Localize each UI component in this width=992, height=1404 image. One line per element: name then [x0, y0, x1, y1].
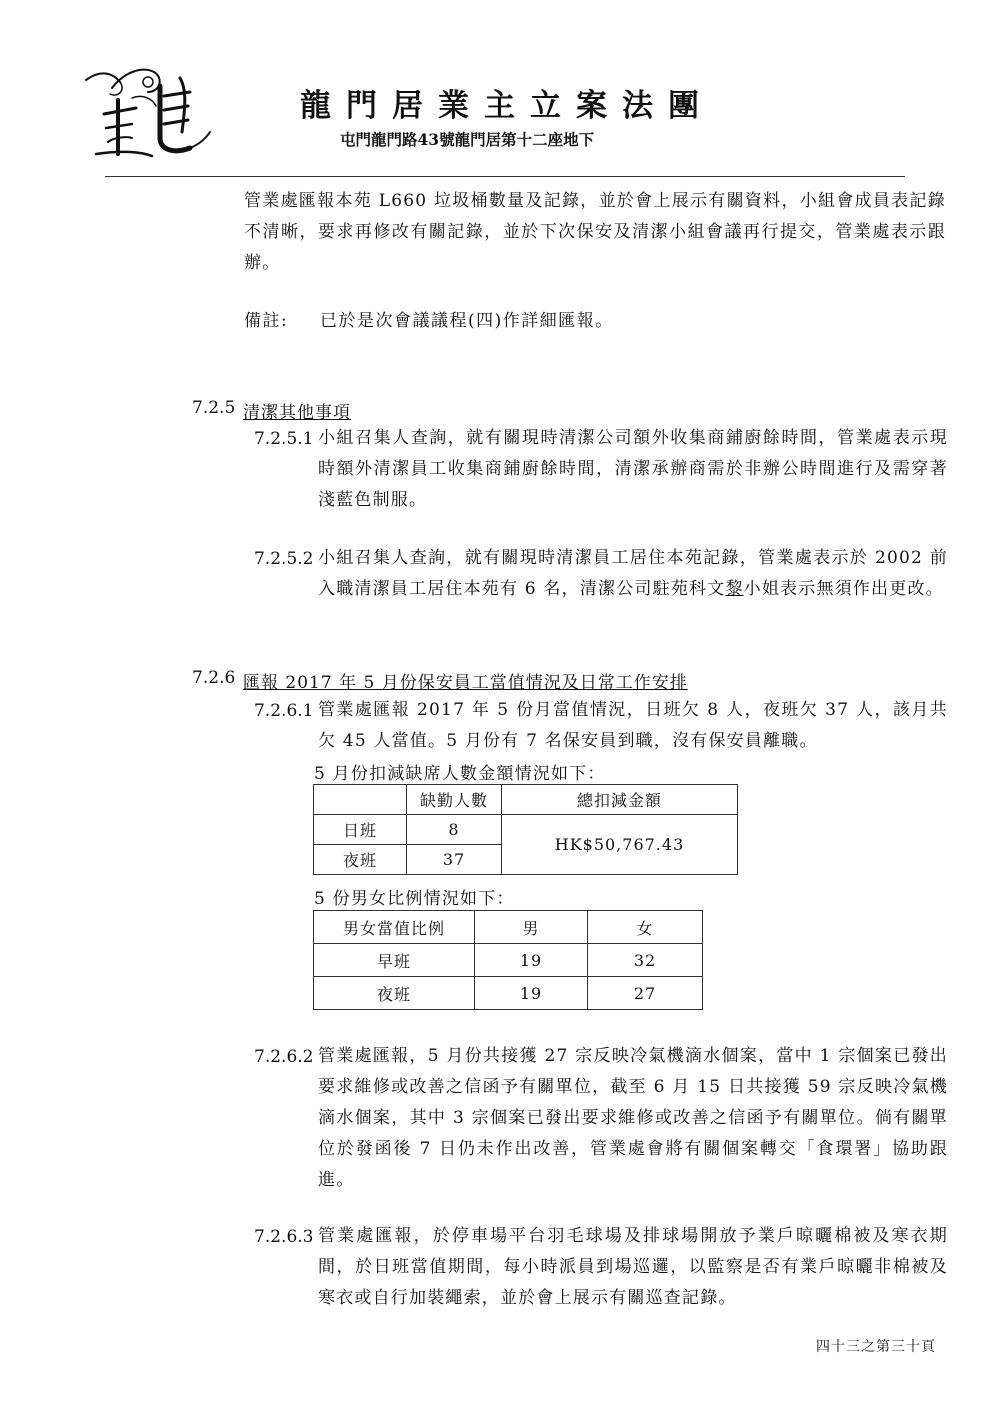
item-7263-number: 7.2.6.3: [254, 1227, 314, 1247]
organization-title: 龍門居業主立案法團: [300, 88, 714, 124]
table-header-cell: [314, 785, 407, 815]
item-7261-text: 管業處匯報 2017 年 5 份月當值情況，日班欠 8 人，夜班欠 37 人，該月共欠 45 人當值。5 月份有 7 名保安員到職，沒有保安員離職。: [318, 700, 948, 751]
absence-deduction-table: [313, 784, 738, 875]
table-cell: 夜班: [314, 977, 475, 1010]
item-7252-text: [318, 543, 948, 605]
remark-label: 備註:: [244, 311, 289, 331]
section-726-title: 匯報 2017 年 5 月份保安員工當值情況及日常工作安排: [243, 673, 688, 693]
section-725-number: 7.2.5: [192, 398, 236, 418]
item-7252-text-part2: 小姐表示無須作出更改。: [743, 579, 944, 599]
table-cell: 32: [588, 944, 703, 977]
remark-text: 已於是次會議議程(四)作詳細匯報。: [320, 311, 614, 331]
item-7261-number: 7.2.6.1: [254, 701, 314, 721]
dragon-logo: [82, 58, 218, 158]
table-row: [314, 815, 738, 845]
table-header-cell: 缺勤人數: [407, 785, 502, 815]
table-header-cell: 男: [475, 911, 588, 944]
table-header-cell: 男女當值比例: [314, 911, 475, 944]
table-header-cell: 總扣減金額: [502, 785, 738, 815]
table-row: [314, 977, 703, 1010]
item-7263-text: 管業處匯報，於停車場平台羽毛球場及排球場開放予業戶晾曬棉被及寒衣期間，於日班當值期間，每小時派員到場巡邏，以監察是否有業戶晾曬非棉被及寒衣或自行加裝繩索，並於會上展示有關巡查記錄。: [318, 1226, 948, 1308]
table-row: [314, 944, 703, 977]
table-header-row: [314, 911, 703, 944]
table-cell: 早班: [314, 944, 475, 977]
item-7262-number: 7.2.6.2: [254, 1047, 314, 1067]
organization-address: 屯門龍門路43號龍門居第十二座地下: [340, 130, 595, 149]
table2-caption: 5 份男女比例情況如下：: [314, 889, 515, 909]
item-7252-number: 7.2.5.2: [254, 549, 314, 569]
gender-ratio-table: [313, 910, 703, 1010]
table1-caption: 5 月份扣減缺席人數金額情況如下：: [314, 764, 606, 784]
total-deduction-cell: HK$50,767.43: [502, 815, 738, 875]
table-cell: 8: [407, 815, 502, 845]
item-7252-text-underlined: 黎: [725, 579, 744, 599]
section-726-number: 7.2.6: [192, 668, 236, 688]
item-7252-text-part1: 小組召集人查詢，就有關現時清潔員工居住本苑記錄，管業處表示於 2002 前入職清潔員工居住本苑有 6 名，清潔公司駐苑科文: [318, 548, 948, 599]
table-cell: 27: [588, 977, 703, 1010]
table-header-cell: 女: [588, 911, 703, 944]
page-number: 四十三之第三十頁: [816, 1339, 936, 1355]
table-cell: 日班: [314, 815, 407, 845]
table-cell: 19: [475, 977, 588, 1010]
table-cell: 夜班: [314, 845, 407, 875]
header-divider: [105, 176, 905, 177]
item-7262-text: 管業處匯報，5 月份共接獲 27 宗反映冷氣機滴水個案，當中 1 宗個案已發出要求維修或改善之信函予有關單位，截至 6 月 15 日共接獲 59 宗反映冷氣機滴水個案，其中 3 宗個案已發出要求維修或改善之信函予有關單位。倘有關單位於發函後 7 日仍未作出改善，管業處會將有關個案轉交「食環署」協助跟進。: [318, 1046, 948, 1190]
table-cell: 19: [475, 944, 588, 977]
intro-paragraph: 管業處匯報本苑 L660 垃圾桶數量及記錄，並於會上展示有關資料，小組會成員表記錄不清晰，要求再修改有關記錄，並於下次保安及清潔小組會議再行提交，管業處表示跟辦。: [244, 191, 946, 273]
section-725-title: 清潔其他事項: [243, 403, 351, 423]
table-cell: 37: [407, 845, 502, 875]
item-7251-number: 7.2.5.1: [254, 429, 314, 449]
item-7251-text: 小組召集人查詢，就有關現時清潔公司額外收集商鋪廚餘時間，管業處表示現時額外清潔員工收集商鋪廚餘時間，清潔承辦商需於非辦公時間進行及需穿著淺藍色制服。: [318, 428, 948, 510]
table-header-row: [314, 785, 738, 815]
